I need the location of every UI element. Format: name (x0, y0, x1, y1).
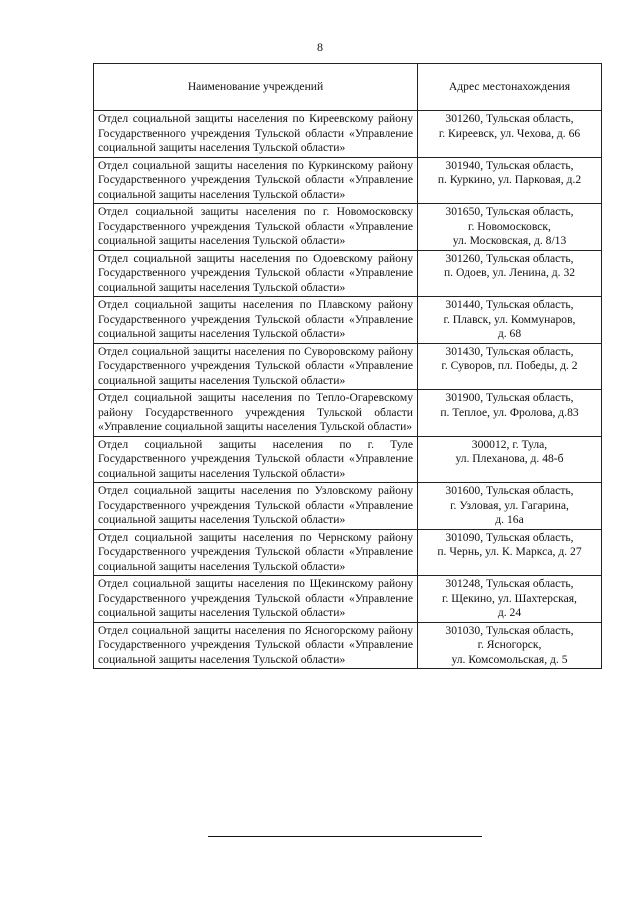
address-line: г. Ясногорск, (477, 638, 542, 651)
footer-rule (208, 836, 482, 837)
institution-name-cell: Отдел социальной защиты населения по Киреевскому району Государственного учреждения Тульской области «Управление социальной защиты населения Тульской области» (94, 111, 418, 158)
institution-name-cell: Отдел социальной защиты населения по г. Новомосковску Государственного учреждения Тульской области «Управление социальной защиты населения Тульской области» (94, 204, 418, 251)
institution-address-cell (418, 204, 602, 251)
address-line: 301248, Тульская область, (445, 577, 574, 590)
institution-address-cell (418, 343, 602, 390)
address-line: п. Теплое, ул. Фролова, д.83 (440, 405, 579, 419)
address-line: 301600, Тульская область, (445, 484, 574, 497)
address-line: 301900, Тульская область, (445, 391, 574, 404)
address-line: г. Киреевск, ул. Чехова, д. 66 (438, 126, 581, 140)
address-line: ул. Плеханова, д. 48-б (455, 452, 564, 465)
address-line: 301090, Тульская область, (445, 530, 574, 544)
institution-address-cell (418, 111, 602, 158)
table-row (94, 436, 602, 483)
table-row (94, 576, 602, 623)
address-line: г. Новомосковск, (468, 219, 551, 233)
institution-name-cell: Отдел социальной защиты населения по Одоевскому району Государственного учреждения Тульской области «Управление социальной защиты населения Тульской области» (94, 250, 418, 297)
address-line: 301430, Тульская область, (445, 344, 574, 358)
institution-name-cell: Отдел социальной защиты населения по Суворовскому району Государственного учреждения Тульской области «Управление социальной защиты населения Тульской области» (94, 343, 418, 390)
column-header-name: Наименование учреждений (94, 64, 418, 111)
institution-address-cell (418, 622, 602, 669)
table-row (94, 250, 602, 297)
address-line: п. Чернь, ул. К. Маркса, д. 27 (437, 545, 582, 558)
address-line: д. 24 (497, 606, 522, 619)
institution-name-cell: Отдел социальной защиты населения по Куркинскому району Государственного учреждения Тульской области «Управление социальной защиты населения Тульской области» (94, 157, 418, 204)
address-line: г. Плавск, ул. Коммунаров, (443, 312, 576, 326)
table-row (94, 111, 602, 158)
institution-address-cell (418, 390, 602, 437)
column-header-address: Адрес местонахождения (418, 64, 602, 111)
address-line: ул. Московская, д. 8/13 (452, 234, 567, 247)
table-row (94, 204, 602, 251)
institution-address-cell (418, 436, 602, 483)
page-number: 8 (317, 40, 323, 54)
address-line: г. Узловая, ул. Гагарина, (450, 498, 569, 512)
address-line: д. 68 (497, 327, 522, 340)
address-line: ул. Комсомольская, д. 5 (451, 652, 568, 666)
institutions-table (93, 63, 602, 669)
address-line: п. Одоев, ул. Ленина, д. 32 (443, 266, 576, 279)
address-line: 301940, Тульская область, (445, 158, 574, 172)
address-line: 301260, Тульская область, (445, 251, 574, 265)
institution-address-cell (418, 250, 602, 297)
institution-name-cell: Отдел социальной защиты населения по Плавскому району Государственного учреждения Тульской области «Управление социальной защиты населения Тульской области» (94, 297, 418, 344)
institution-name-cell: Отдел социальной защиты населения по Узловскому району Государственного учреждения Тульской области «Управление социальной защиты населения Тульской области» (94, 483, 418, 530)
address-line: 301260, Тульская область, (445, 112, 574, 125)
table-row (94, 529, 602, 576)
table-row (94, 390, 602, 437)
institution-address-cell (418, 157, 602, 204)
institution-name-cell: Отдел социальной защиты населения по г. Туле Государственного учреждения Тульской области «Управление социальной защиты населения Тульской области» (94, 436, 418, 483)
address-line: 301030, Тульская область, (445, 623, 574, 637)
table-row (94, 157, 602, 204)
institution-address-cell (418, 576, 602, 623)
table-row (94, 297, 602, 344)
address-line: 300012, г. Тула, (471, 437, 548, 451)
institution-address-cell (418, 297, 602, 344)
institution-name-cell: Отдел социальной защиты населения по Щекинскому району Государственного учреждения Тульской области «Управление социальной защиты населения Тульской области» (94, 576, 418, 623)
institution-address-cell (418, 483, 602, 530)
address-line: д. 16а (495, 513, 524, 526)
address-line: 301440, Тульская область, (445, 298, 574, 311)
address-line: г. Щекино, ул. Шахтерская, (442, 591, 577, 605)
address-line: 301650, Тульская область, (445, 205, 574, 218)
address-line: п. Куркино, ул. Парковая, д.2 (437, 173, 582, 186)
institution-name-cell: Отдел социальной защиты населения по Чернскому району Государственного учреждения Тульской области «Управление социальной защиты населения Тульской области» (94, 529, 418, 576)
table-row (94, 343, 602, 390)
address-line: г. Суворов, пл. Победы, д. 2 (441, 359, 578, 372)
table-row (94, 483, 602, 530)
institution-address-cell (418, 529, 602, 576)
institution-name-cell: Отдел социальной защиты населения по Ясногорскому району Государственного учреждения Тульской области «Управление социальной защиты населения Тульской области» (94, 622, 418, 669)
table-header-row (94, 64, 602, 111)
table-row (94, 622, 602, 669)
institution-name-cell: Отдел социальной защиты населения по Тепло-Огаревскому району Государственного учреждения Тульской области «Управление социальной защиты населения Тульской области» (94, 390, 418, 437)
